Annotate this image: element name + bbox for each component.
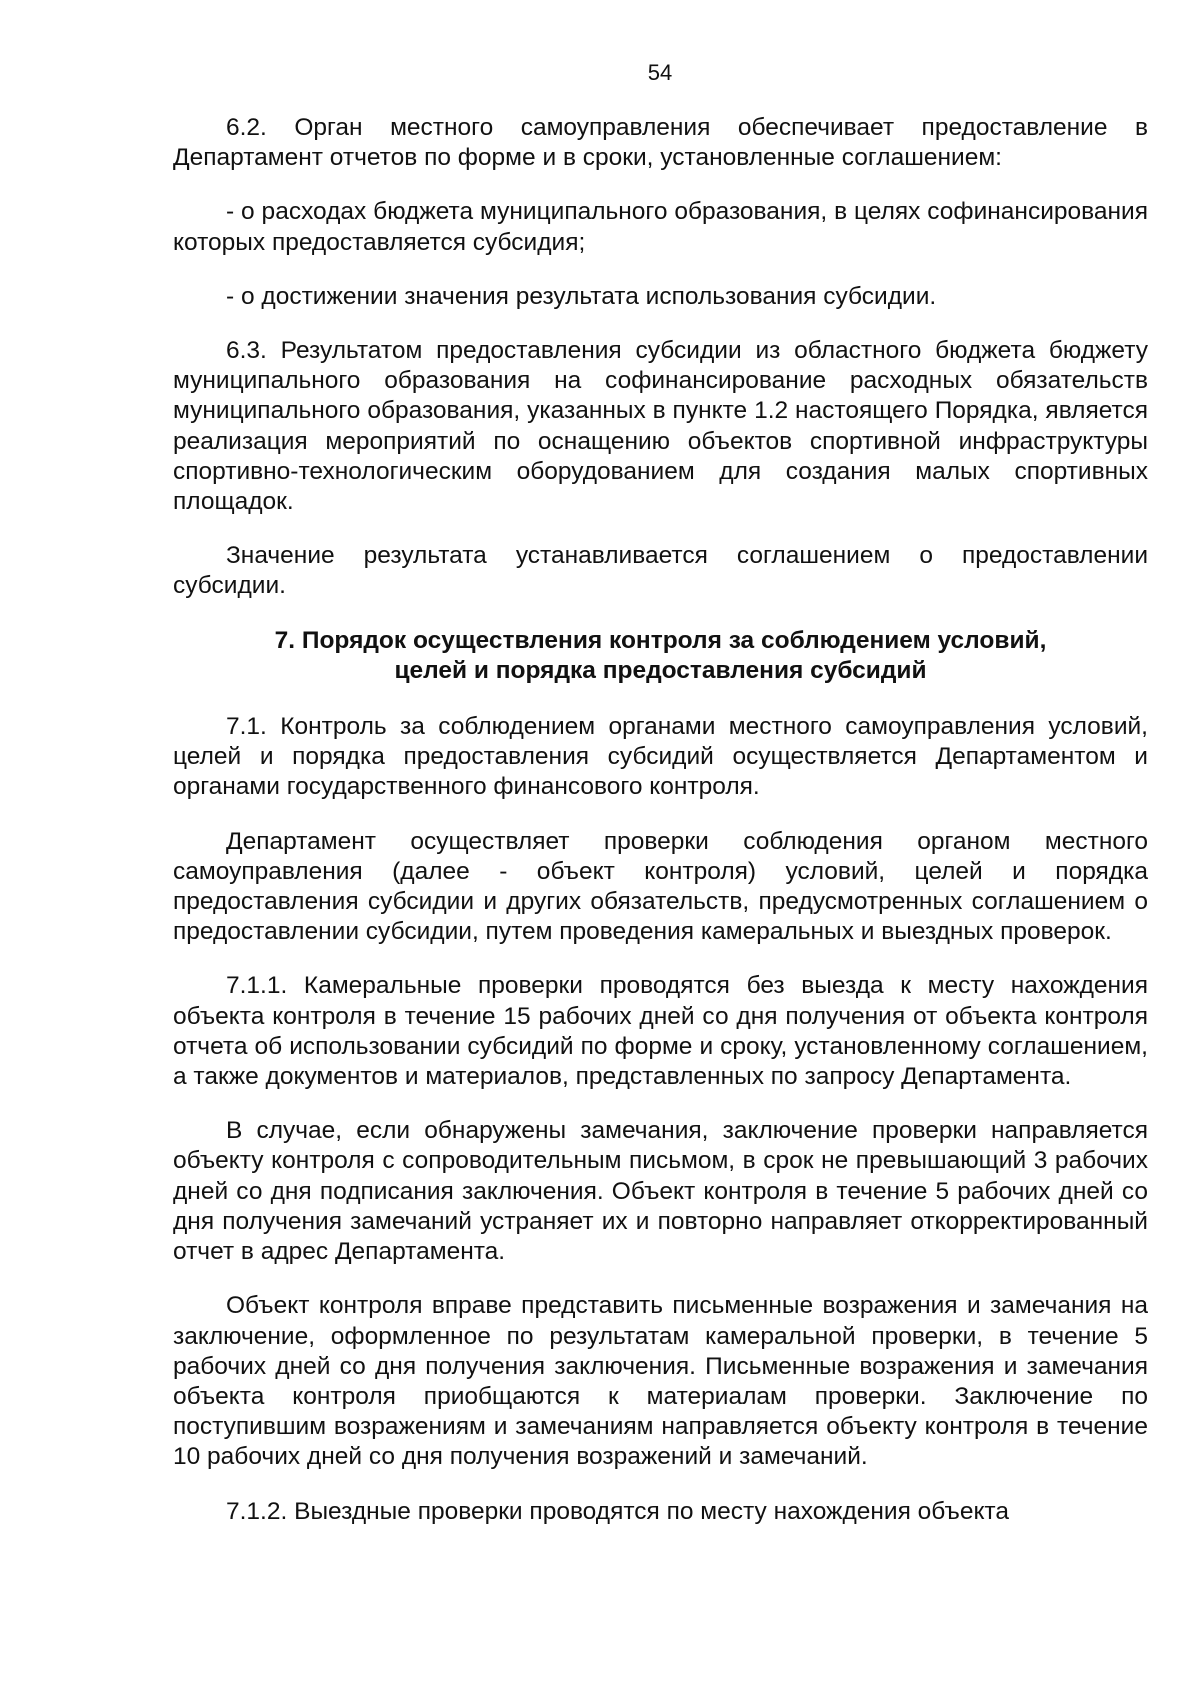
section-heading-line-2: целей и порядка предоставления субсидий bbox=[394, 656, 927, 684]
paragraph-7-1: 7.1. Контроль за соблюдением органами местного самоуправления условий, целей и порядка предоставления субсидий осуществляется Департаментом и органами государственного финансового контроля. bbox=[173, 713, 1148, 801]
paragraph-7-1-2: 7.1.2. Выездные проверки проводятся по месту нахождения объекта bbox=[226, 1497, 1010, 1525]
paragraph-6-2: 6.2. Орган местного самоуправления обеспечивает предоставление в Департамент отчетов по форме и в сроки, установленные соглашением: bbox=[173, 114, 1148, 172]
document-body bbox=[173, 113, 1148, 1551]
list-item-result: - о достижении значения результата использования субсидии. bbox=[226, 282, 937, 310]
section-heading-7 bbox=[173, 626, 1148, 686]
list-item-expenses: - о расходах бюджета муниципального образования, в целях софинансирования которых предоставляется субсидия; bbox=[173, 198, 1148, 256]
paragraph-result-value: Значение результата устанавливается соглашением о предоставлении субсидии. bbox=[173, 542, 1148, 600]
paragraph-remarks: В случае, если обнаружены замечания, заключение проверки направляется объекту контроля с сопроводительным письмом, в срок не превышающий 3 рабочих дней со дня подписания заключения. Объект контроля в течение 5 рабочих дней со дня получения замечаний устраняет их и повторно направляет откорректированный отчет в адрес Департамента. bbox=[173, 1117, 1148, 1266]
paragraph-6-3: 6.3. Результатом предоставления субсидии из областного бюджета бюджету муниципального образования на софинансирование расходных обязательств муниципального образования, указанных в пункте 1.2 настоящего Порядка, является реализация мероприятий по оснащению объектов спортивной инфраструктуры спортивно-технологическим оборудованием для создания малых спортивных площадок. bbox=[173, 337, 1148, 516]
page-number: 54 bbox=[647, 60, 673, 85]
paragraph-7-1-1: 7.1.1. Камеральные проверки проводятся без выезда к месту нахождения объекта контроля в течение 15 рабочих дней со дня получения от объекта контроля отчета об использовании субсидий по форме и сроку, установленному соглашением, а также документов и материалов, представленных по запросу Департамента. bbox=[173, 972, 1148, 1091]
paragraph-objections: Объект контроля вправе представить письменные возражения и замечания на заключение, оформленное по результатам камеральной проверки, в течение 5 рабочих дней со дня получения заключения. Письменные возражения и замечания объекта контроля приобщаются к материалам проверки. Заключение по поступившим возражениям и замечаниям направляется объекту контроля в течение 10 рабочих дней со дня получения возражений и замечаний. bbox=[173, 1292, 1148, 1471]
section-heading-line-1: 7. Порядок осуществления контроля за соблюдением условий, bbox=[274, 626, 1047, 654]
paragraph-department-checks: Департамент осуществляет проверки соблюдения органом местного самоуправления (далее - объект контроля) условий, целей и порядка предоставления субсидии и других обязательств, предусмотренных соглашением о предоставлении субсидии, путем проведения камеральных и выездных проверок. bbox=[173, 827, 1148, 946]
